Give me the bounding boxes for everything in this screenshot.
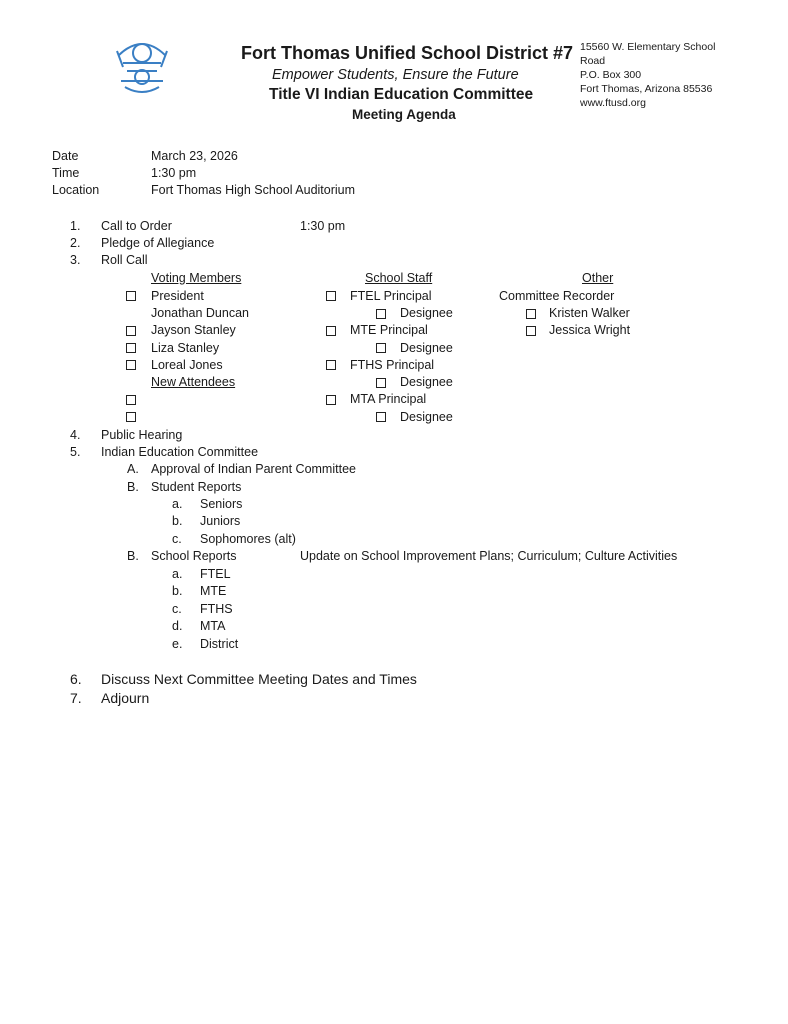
- subitem-letter: d.: [172, 619, 183, 633]
- staff-designee: Designee: [400, 306, 453, 320]
- subitem: Sophomores (alt): [200, 532, 296, 546]
- item-indian-education-committee: Indian Education Committee: [101, 445, 259, 459]
- school-staff-header: School Staff: [365, 271, 433, 285]
- checkbox[interactable]: [126, 343, 136, 353]
- school-reports-note: Update on School Improvement Plans; Curriculum; Culture Activities: [300, 549, 678, 563]
- sub-approval: Approval of Indian Parent Committee: [151, 462, 356, 476]
- sub-school-reports: School Reports: [151, 549, 237, 563]
- location-label: Location: [52, 183, 100, 197]
- item-pledge: Pledge of Allegiance: [101, 236, 215, 250]
- district-motto: Empower Students, Ensure the Future: [272, 67, 519, 83]
- website-link[interactable]: www.ftusd.org: [580, 97, 646, 109]
- voting-member: Jayson Stanley: [151, 323, 236, 337]
- subitem: Juniors: [200, 514, 241, 528]
- item-number: 7.: [70, 690, 82, 706]
- subitem-letter: b.: [172, 584, 183, 598]
- address-line: Fort Thomas, Arizona 85536: [580, 83, 713, 95]
- checkbox[interactable]: [526, 309, 536, 319]
- subitem-letter: c.: [172, 532, 182, 546]
- checkbox[interactable]: [326, 360, 336, 370]
- checkbox[interactable]: [326, 395, 336, 405]
- other-header: Other: [582, 271, 614, 285]
- address-line: P.O. Box 300: [580, 69, 642, 81]
- checkbox[interactable]: [326, 291, 336, 301]
- district-seal-logo: [113, 37, 171, 97]
- other-member: Kristen Walker: [549, 306, 630, 320]
- time-value: 1:30 pm: [151, 166, 197, 180]
- sub-letter: B.: [127, 480, 139, 494]
- subitem-letter: a.: [172, 497, 183, 511]
- item-number: 3.: [70, 253, 81, 267]
- item-number: 4.: [70, 428, 81, 442]
- checkbox[interactable]: [126, 412, 136, 422]
- committee-title: Title VI Indian Education Committee: [269, 86, 534, 103]
- other-member: Jessica Wright: [549, 323, 631, 337]
- subitem-letter: b.: [172, 514, 183, 528]
- date-label: Date: [52, 149, 79, 163]
- address-line: Road: [580, 55, 606, 67]
- item-number: 2.: [70, 236, 81, 250]
- sub-letter: A.: [127, 462, 139, 476]
- time-label: Time: [52, 166, 80, 180]
- address-line: 15560 W. Elementary School: [580, 41, 716, 53]
- staff-designee: Designee: [400, 341, 453, 355]
- checkbox[interactable]: [126, 326, 136, 336]
- staff-member: MTE Principal: [350, 323, 428, 337]
- item-call-to-order: Call to Order: [101, 219, 172, 233]
- subitem-letter: e.: [172, 637, 183, 651]
- document-type: Meeting Agenda: [352, 107, 456, 122]
- item-number: 1.: [70, 219, 81, 233]
- location-value: Fort Thomas High School Auditorium: [151, 183, 356, 197]
- sub-student-reports: Student Reports: [151, 480, 242, 494]
- staff-designee: Designee: [400, 410, 453, 424]
- item-number: 6.: [70, 671, 82, 687]
- subitem: District: [200, 637, 239, 651]
- voting-member: Jonathan Duncan: [151, 306, 249, 320]
- voting-member: President: [151, 289, 204, 303]
- checkbox[interactable]: [126, 291, 136, 301]
- checkbox[interactable]: [326, 326, 336, 336]
- voting-members-header: Voting Members: [151, 271, 242, 285]
- subitem: MTE: [200, 584, 227, 598]
- item-next-meeting: Discuss Next Committee Meeting Dates and Times: [101, 671, 417, 687]
- checkbox[interactable]: [376, 378, 386, 388]
- staff-member: FTEL Principal: [350, 289, 432, 303]
- subitem: MTA: [200, 619, 226, 633]
- new-attendees-header: New Attendees: [151, 375, 236, 389]
- subitem: FTEL: [200, 567, 231, 581]
- date-value: March 23, 2026: [151, 149, 238, 163]
- staff-designee: Designee: [400, 375, 453, 389]
- item-adjourn: Adjourn: [101, 690, 150, 706]
- committee-recorder-label: Committee Recorder: [499, 289, 615, 303]
- checkbox[interactable]: [126, 395, 136, 405]
- voting-member: Liza Stanley: [151, 341, 220, 355]
- checkbox[interactable]: [376, 412, 386, 422]
- subitem: FTHS: [200, 602, 233, 616]
- call-to-order-time: 1:30 pm: [300, 219, 346, 233]
- checkbox[interactable]: [126, 360, 136, 370]
- sub-letter: B.: [127, 549, 139, 563]
- staff-member: FTHS Principal: [350, 358, 435, 372]
- checkbox[interactable]: [376, 309, 386, 319]
- checkbox[interactable]: [526, 326, 536, 336]
- voting-member: Loreal Jones: [151, 358, 223, 372]
- subitem-letter: c.: [172, 602, 182, 616]
- item-roll-call: Roll Call: [101, 253, 148, 267]
- subitem: Seniors: [200, 497, 243, 511]
- item-number: 5.: [70, 445, 81, 459]
- staff-member: MTA Principal: [350, 392, 427, 406]
- district-title: Fort Thomas Unified School District #7: [241, 43, 574, 63]
- checkbox[interactable]: [376, 343, 386, 353]
- item-public-hearing: Public Hearing: [101, 428, 183, 442]
- subitem-letter: a.: [172, 567, 183, 581]
